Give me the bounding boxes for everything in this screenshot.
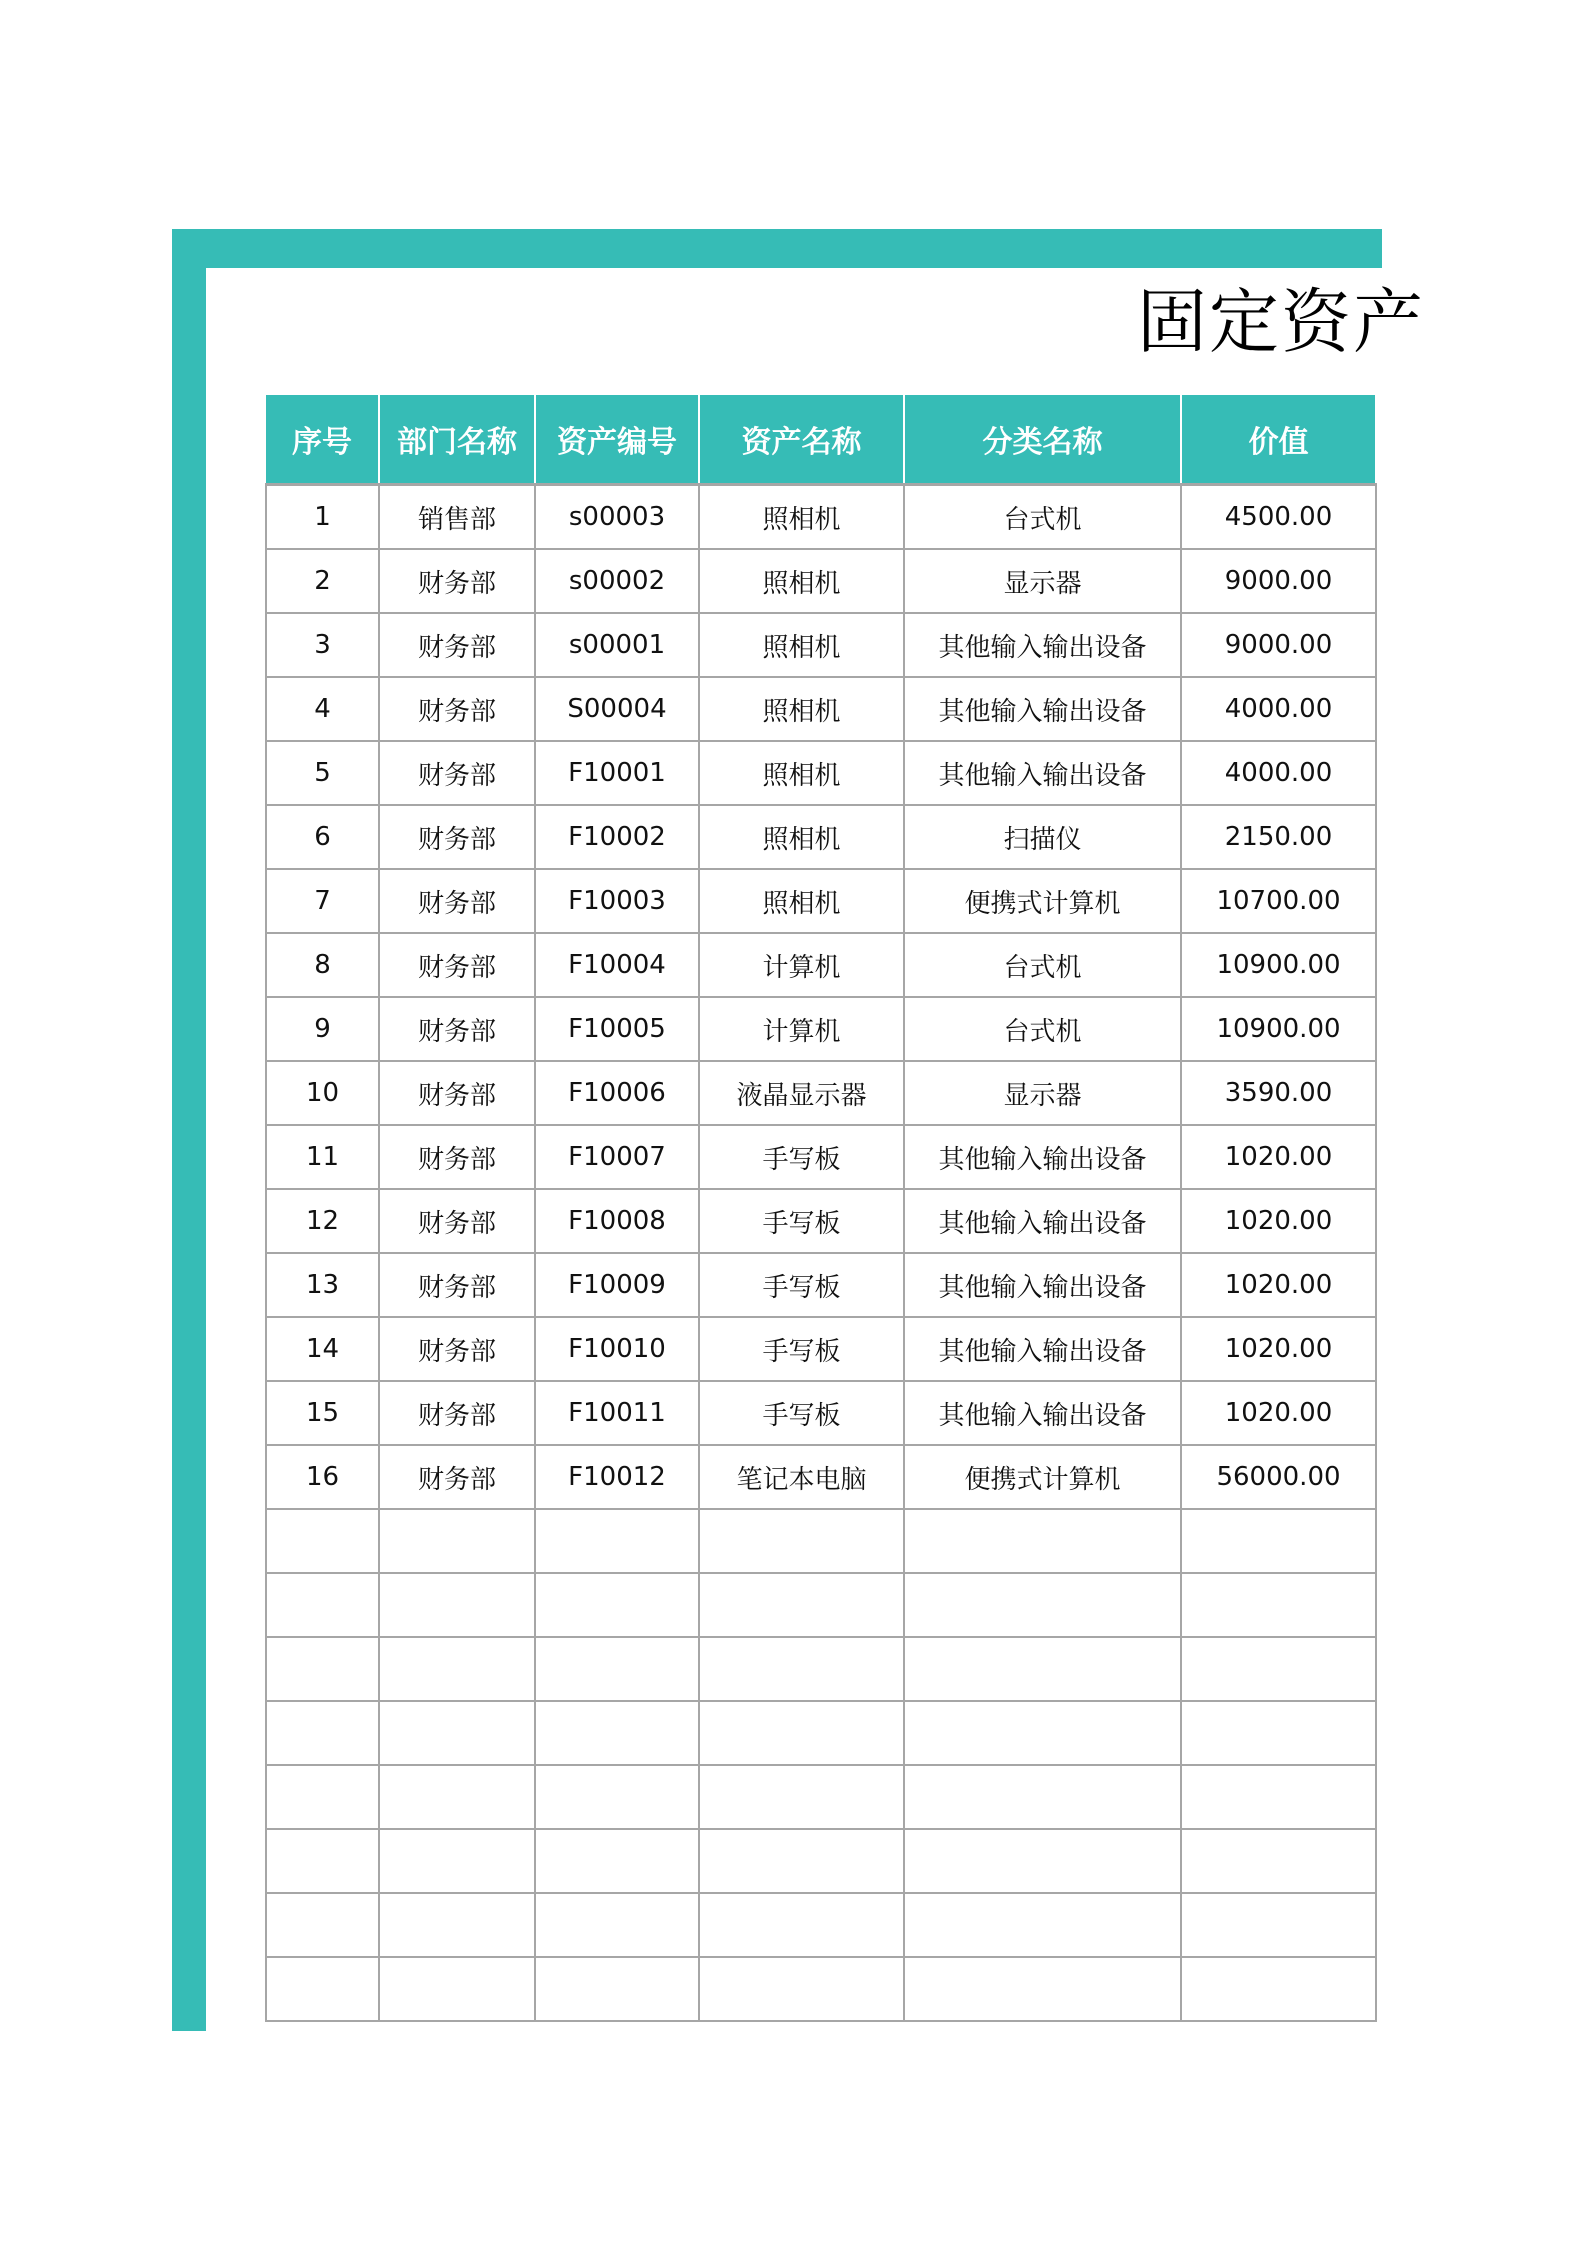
cell-asset-code[interactable]: S00004: [535, 677, 699, 741]
cell-asset-code[interactable]: F10002: [535, 805, 699, 869]
empty-cell[interactable]: [266, 1957, 379, 2021]
cell-asset-name[interactable]: 照相机: [699, 549, 904, 613]
empty-cell[interactable]: [535, 1829, 699, 1893]
empty-cell[interactable]: [535, 1893, 699, 1957]
cell-value[interactable]: 1020.00: [1181, 1381, 1376, 1445]
cell-seq[interactable]: 7: [266, 869, 379, 933]
table-row: [266, 1125, 1376, 1189]
cell-seq[interactable]: 1: [266, 485, 379, 550]
cell-department[interactable]: 财务部: [379, 741, 535, 805]
cell-seq[interactable]: 4: [266, 677, 379, 741]
empty-cell[interactable]: [535, 1509, 699, 1573]
empty-cell[interactable]: [904, 1829, 1181, 1893]
table-row: [266, 613, 1376, 677]
empty-cell[interactable]: [699, 1829, 904, 1893]
empty-cell[interactable]: [904, 1893, 1181, 1957]
empty-cell[interactable]: [266, 1765, 379, 1829]
cell-department[interactable]: 财务部: [379, 1317, 535, 1381]
cell-asset-code[interactable]: s00001: [535, 613, 699, 677]
cell-asset-code[interactable]: F10011: [535, 1381, 699, 1445]
cell-department[interactable]: 财务部: [379, 1253, 535, 1317]
cell-category[interactable]: 其他输入输出设备: [904, 1253, 1181, 1317]
cell-category[interactable]: 其他输入输出设备: [904, 1125, 1181, 1189]
cell-asset-name[interactable]: 照相机: [699, 869, 904, 933]
cell-department[interactable]: 财务部: [379, 1445, 535, 1509]
empty-cell[interactable]: [535, 1573, 699, 1637]
cell-department[interactable]: 财务部: [379, 1061, 535, 1125]
empty-cell[interactable]: [1181, 1957, 1376, 2021]
empty-cell[interactable]: [699, 1637, 904, 1701]
cell-department[interactable]: 财务部: [379, 933, 535, 997]
cell-seq[interactable]: 8: [266, 933, 379, 997]
cell-asset-name[interactable]: 手写板: [699, 1189, 904, 1253]
empty-cell[interactable]: [699, 1765, 904, 1829]
cell-seq[interactable]: 11: [266, 1125, 379, 1189]
cell-asset-name[interactable]: 照相机: [699, 805, 904, 869]
table-row: [266, 1253, 1376, 1317]
empty-cell[interactable]: [904, 1765, 1181, 1829]
empty-cell[interactable]: [1181, 1573, 1376, 1637]
cell-seq[interactable]: 15: [266, 1381, 379, 1445]
cell-value[interactable]: 3590.00: [1181, 1061, 1376, 1125]
empty-cell[interactable]: [266, 1637, 379, 1701]
cell-category[interactable]: 其他输入输出设备: [904, 677, 1181, 741]
frame-left-bar: [172, 229, 206, 2031]
cell-value[interactable]: 2150.00: [1181, 805, 1376, 869]
column-header-department: 部门名称: [379, 395, 535, 485]
cell-seq[interactable]: 5: [266, 741, 379, 805]
cell-category[interactable]: 其他输入输出设备: [904, 613, 1181, 677]
empty-cell[interactable]: [699, 1957, 904, 2021]
table-row: [266, 805, 1376, 869]
empty-row: [266, 1765, 1376, 1829]
cell-department[interactable]: 财务部: [379, 1189, 535, 1253]
cell-value[interactable]: 4500.00: [1181, 485, 1376, 550]
cell-department[interactable]: 财务部: [379, 805, 535, 869]
empty-row: [266, 1829, 1376, 1893]
column-header-category: 分类名称: [904, 395, 1181, 485]
cell-value[interactable]: 1020.00: [1181, 1253, 1376, 1317]
table-row: [266, 1061, 1376, 1125]
empty-row: [266, 1957, 1376, 2021]
cell-category[interactable]: 台式机: [904, 933, 1181, 997]
cell-asset-code[interactable]: s00003: [535, 485, 699, 550]
empty-cell[interactable]: [904, 1957, 1181, 2021]
cell-category[interactable]: 扫描仪: [904, 805, 1181, 869]
empty-cell[interactable]: [379, 1637, 535, 1701]
table-row: [266, 485, 1376, 550]
cell-asset-name[interactable]: 照相机: [699, 741, 904, 805]
cell-asset-code[interactable]: F10006: [535, 1061, 699, 1125]
empty-row: [266, 1573, 1376, 1637]
cell-value[interactable]: 1020.00: [1181, 1189, 1376, 1253]
column-header-value: 价值: [1181, 395, 1376, 485]
empty-cell[interactable]: [535, 1701, 699, 1765]
cell-value[interactable]: 10900.00: [1181, 933, 1376, 997]
empty-cell[interactable]: [379, 1701, 535, 1765]
empty-cell[interactable]: [379, 1509, 535, 1573]
table-row: [266, 869, 1376, 933]
cell-asset-code[interactable]: s00002: [535, 549, 699, 613]
empty-cell[interactable]: [379, 1573, 535, 1637]
cell-asset-code[interactable]: F10009: [535, 1253, 699, 1317]
cell-seq[interactable]: 14: [266, 1317, 379, 1381]
table-row: [266, 1445, 1376, 1509]
cell-category[interactable]: 显示器: [904, 1061, 1181, 1125]
empty-row: [266, 1509, 1376, 1573]
cell-category[interactable]: 便携式计算机: [904, 1445, 1181, 1509]
empty-cell[interactable]: [904, 1573, 1181, 1637]
cell-value[interactable]: 10700.00: [1181, 869, 1376, 933]
empty-cell[interactable]: [266, 1701, 379, 1765]
cell-asset-name[interactable]: 照相机: [699, 485, 904, 550]
cell-asset-name[interactable]: 笔记本电脑: [699, 1445, 904, 1509]
cell-seq[interactable]: 6: [266, 805, 379, 869]
column-header-asset-name: 资产名称: [699, 395, 904, 485]
table-row: [266, 997, 1376, 1061]
cell-asset-code[interactable]: F10003: [535, 869, 699, 933]
cell-asset-name[interactable]: 手写板: [699, 1125, 904, 1189]
cell-category[interactable]: 显示器: [904, 549, 1181, 613]
table-row: [266, 549, 1376, 613]
cell-department[interactable]: 财务部: [379, 1125, 535, 1189]
cell-asset-name[interactable]: 计算机: [699, 997, 904, 1061]
table-row: [266, 677, 1376, 741]
empty-cell[interactable]: [266, 1573, 379, 1637]
empty-cell[interactable]: [904, 1509, 1181, 1573]
cell-department[interactable]: 财务部: [379, 869, 535, 933]
cell-asset-name[interactable]: 手写板: [699, 1317, 904, 1381]
empty-cell[interactable]: [699, 1509, 904, 1573]
cell-department[interactable]: 财务部: [379, 1381, 535, 1445]
cell-seq[interactable]: 12: [266, 1189, 379, 1253]
empty-cell[interactable]: [699, 1573, 904, 1637]
empty-cell[interactable]: [266, 1829, 379, 1893]
cell-seq[interactable]: 2: [266, 549, 379, 613]
cell-value[interactable]: 56000.00: [1181, 1445, 1376, 1509]
empty-cell[interactable]: [379, 1893, 535, 1957]
cell-asset-code[interactable]: F10004: [535, 933, 699, 997]
cell-seq[interactable]: 9: [266, 997, 379, 1061]
cell-category[interactable]: 其他输入输出设备: [904, 1317, 1181, 1381]
empty-cell[interactable]: [699, 1701, 904, 1765]
cell-category[interactable]: 其他输入输出设备: [904, 741, 1181, 805]
cell-value[interactable]: 4000.00: [1181, 677, 1376, 741]
cell-value[interactable]: 1020.00: [1181, 1317, 1376, 1381]
empty-cell[interactable]: [535, 1957, 699, 2021]
column-header-asset-code: 资产编号: [535, 395, 699, 485]
cell-asset-name[interactable]: 计算机: [699, 933, 904, 997]
cell-seq[interactable]: 13: [266, 1253, 379, 1317]
cell-category[interactable]: 其他输入输出设备: [904, 1189, 1181, 1253]
cell-asset-name[interactable]: 照相机: [699, 613, 904, 677]
cell-department[interactable]: 财务部: [379, 549, 535, 613]
cell-seq[interactable]: 10: [266, 1061, 379, 1125]
frame-top-bar: [172, 229, 1382, 268]
table-row: [266, 1189, 1376, 1253]
empty-cell[interactable]: [904, 1701, 1181, 1765]
cell-department[interactable]: 销售部: [379, 485, 535, 550]
cell-category[interactable]: 台式机: [904, 997, 1181, 1061]
cell-seq[interactable]: 3: [266, 613, 379, 677]
cell-asset-name[interactable]: 照相机: [699, 677, 904, 741]
table-row: [266, 933, 1376, 997]
empty-cell[interactable]: [1181, 1893, 1376, 1957]
empty-cell[interactable]: [904, 1637, 1181, 1701]
cell-value[interactable]: 4000.00: [1181, 741, 1376, 805]
table-row: [266, 1317, 1376, 1381]
empty-row: [266, 1893, 1376, 1957]
empty-cell[interactable]: [699, 1893, 904, 1957]
empty-cell[interactable]: [1181, 1509, 1376, 1573]
empty-cell[interactable]: [535, 1637, 699, 1701]
cell-asset-code[interactable]: F10007: [535, 1125, 699, 1189]
empty-cell[interactable]: [535, 1765, 699, 1829]
empty-cell[interactable]: [1181, 1765, 1376, 1829]
cell-category[interactable]: 其他输入输出设备: [904, 1381, 1181, 1445]
cell-value[interactable]: 9000.00: [1181, 613, 1376, 677]
empty-cell[interactable]: [266, 1893, 379, 1957]
cell-category[interactable]: 便携式计算机: [904, 869, 1181, 933]
empty-row: [266, 1701, 1376, 1765]
cell-seq[interactable]: 16: [266, 1445, 379, 1509]
empty-cell[interactable]: [379, 1957, 535, 2021]
cell-asset-name[interactable]: 手写板: [699, 1381, 904, 1445]
page-title: 固定资产: [1137, 281, 1425, 363]
empty-cell[interactable]: [1181, 1829, 1376, 1893]
empty-cell[interactable]: [379, 1829, 535, 1893]
cell-asset-name[interactable]: 液晶显示器: [699, 1061, 904, 1125]
empty-row: [266, 1637, 1376, 1701]
cell-asset-code[interactable]: F10012: [535, 1445, 699, 1509]
empty-cell[interactable]: [266, 1509, 379, 1573]
cell-asset-code[interactable]: F10001: [535, 741, 699, 805]
empty-cell[interactable]: [1181, 1701, 1376, 1765]
cell-value[interactable]: 1020.00: [1181, 1125, 1376, 1189]
cell-asset-code[interactable]: F10005: [535, 997, 699, 1061]
cell-department[interactable]: 财务部: [379, 997, 535, 1061]
cell-asset-code[interactable]: F10008: [535, 1189, 699, 1253]
column-header-seq: 序号: [266, 395, 379, 485]
cell-category[interactable]: 台式机: [904, 485, 1181, 550]
cell-value[interactable]: 10900.00: [1181, 997, 1376, 1061]
cell-department[interactable]: 财务部: [379, 677, 535, 741]
empty-cell[interactable]: [379, 1765, 535, 1829]
table-row: [266, 1381, 1376, 1445]
cell-asset-code[interactable]: F10010: [535, 1317, 699, 1381]
table-row: [266, 741, 1376, 805]
empty-cell[interactable]: [1181, 1637, 1376, 1701]
cell-value[interactable]: 9000.00: [1181, 549, 1376, 613]
asset-table: [265, 395, 1377, 2022]
table-header-row: [266, 395, 1376, 485]
cell-department[interactable]: 财务部: [379, 613, 535, 677]
cell-asset-name[interactable]: 手写板: [699, 1253, 904, 1317]
